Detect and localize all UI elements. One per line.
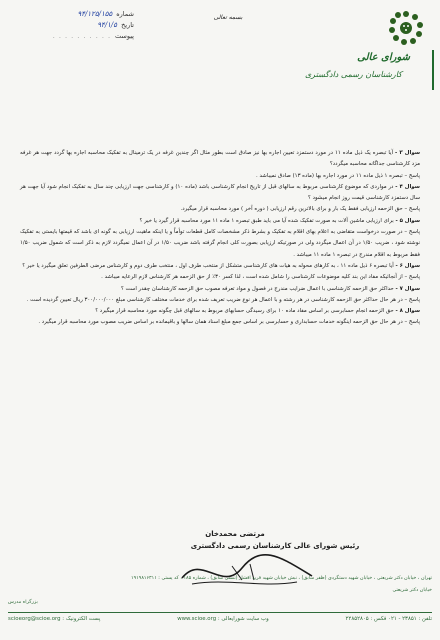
meta-attachment-dots: . . . . . . . . . . — [52, 32, 112, 40]
body-item — [20, 295, 420, 306]
item-text: حق الزحمه انجام حسابرسی بر اساس مفاد ماده ۱۰ برای رسیدگی حسابهای مربوط به سالهای قبل چگونه مورد محاسبه قرار میگیرد ؟ — [95, 308, 394, 315]
org-name-line2: کارشناسان رسمی دادگستری — [304, 70, 402, 79]
item-head: سوال ۳ - — [394, 150, 421, 156]
org-side-rule — [426, 50, 434, 90]
item-text: پاسخ – تبصره ۱ ذیل ماده ۱۱ در مورد اجاره بها (ماده ۱۳) صادق نمیباشد . — [256, 172, 420, 179]
org-name-line1: شورای عالی — [357, 52, 410, 63]
body-item — [20, 204, 420, 215]
item-text: برای ارزیابی ماشین آلات به صورت تفکیک شده آیا می باید طبق تبصره ۱ ماده ۱۱ مورد محاسبه قرار گیرد یا خیر ؟ — [139, 217, 394, 224]
footer-address: تهران ، خیابان دکتر شریعتی ، خیابان شهید دستگردی (ظفر سابق) ، نبش خیابان شهید فرید افشار (تنسی سابق) ، شماره ۱۸۵ ، کد پستی : ۱۹۱۹۸۱۶۳۱۱ — [131, 576, 432, 581]
meta-date — [14, 20, 134, 31]
item-text: پاسخ – در هر حال حداکثر حق الزحمه کارشناسی در هر رشته و با اعمال هر نوع ضریب تعریف شده برای خدمات مختلف کارشناسی مبلغ ۳۰۰/۰۰۰/۰۰۰ ریال تعیین گردیده است . — [26, 296, 420, 303]
meta-number — [14, 9, 134, 20]
item-head: سوال ۴ - — [395, 183, 420, 190]
body-item — [20, 227, 420, 261]
item-text: پاسخ – حق الزحمه ارزیابی فقط یک بار و برای بالاترین رقم ارزیابی ( دوره آخر ) مورد محاسبه قرار میگیرد. — [180, 206, 420, 213]
body-item — [20, 216, 420, 227]
item-text: آیا تبصره یک ذیل ماده ۱۱ در مورد دستمزد تعیین اجاره بها نیز صادق است بطور مثال اگر چندین غرفه در یک ترمینال به تفکیک محاسبه اجاره بها گردد جهت هر غرفه مزد کارشناسی جداگانه محاسبه میگردد؟ — [20, 150, 420, 168]
body-item — [20, 148, 420, 171]
body-item — [20, 284, 420, 295]
item-text: آیا تبصره ۶ ذیل ماده ۱۱ ، به کارهای محوله به هیات های کارشناسی متشکل از منتخب طرف اول ، منتخب طرف دوم و کارشناس مرضی الطرفین تعلق میگیرد یا خیر ؟ — [22, 262, 394, 269]
signatory-name: مرتضی محمدخان — [205, 530, 265, 538]
item-head: سوال ۸ - — [395, 308, 420, 315]
item-text: حداکثر حق الزحمه کارشناسی با اعمال ضرایب مندرج در فصول و مواد تعرفه مصوب حق الزحمه کارشناسان چقدر است ؟ — [120, 285, 394, 292]
footer-website[interactable]: وب سایت شورایعالی : www.scioe.org — [177, 616, 269, 622]
body-item — [20, 272, 420, 283]
signatory-title: رئیس شورای عالی کارشناسان رسمی دادگستری — [190, 542, 360, 550]
body-item — [20, 171, 420, 182]
meta-number-value: ۹۴/۱۲۵/۱۵۵ — [77, 10, 113, 18]
footer-highway-label: بزرگراه مدرس — [8, 600, 38, 605]
item-text: پاسخ – در هر حال حق الزحمه اینگونه خدمات حسابداری و حسابرسی بر اساس جمع مبلغ اسناد همان سالها و باقیمانده بر اساس ضریب مصوب مورد محاسبه قرار میگیرد . — [38, 319, 420, 326]
meta-date-label: تاریخ — [121, 21, 134, 29]
meta-attachment-label: پیوست — [115, 32, 134, 40]
footer-phone: تلفن : ۲۳۸۵۱ - ۰۲۱ فکس : ۲۲۸۵۲۸۰۵ — [345, 616, 432, 622]
body-item — [20, 306, 420, 317]
footer-street-label: خیابان دکتر شریعتی — [392, 588, 432, 593]
item-head: سوال ۷ - — [395, 285, 420, 292]
item-text: پاسخ – از آنجائیکه مفاد این بند کلیه موضوعات کارشناسی را شامل شده است ، لذا کسر ۳۰٪ از حق الزحمه هر کارشناس لازم الرعایه میباشد . — [101, 274, 420, 281]
letter-meta — [14, 9, 134, 42]
footer-email[interactable]: پست الکترونیک : scioeorg@scioe.org — [8, 616, 101, 622]
body-item — [20, 317, 420, 328]
body-item — [20, 182, 420, 205]
item-head: سوال ۵ - — [395, 217, 420, 224]
footer-divider — [8, 612, 432, 613]
item-text: پاسخ – در صورت درخواست متقاضی به اعلام بهای اقلام به تفکیک و بشرط ذکر مشخصات کامل قطعات توأماً و یا اینکه ماهیت ارزیابی به گونه ای باشد که قیمتها بایستی به تفکیک نوشته شود ، ضریب ۱/۵۰ در آن اعمال میگردد ولی در صورتیکه ارزیابی بصورت کلی انجام گرفته باشد ضریب ۱/۵۰ در آن اعمال نمیگردد لازم به ذکر است که شمول ضریب ۱/۵۰ فقط مربوط به اقلام مندرج در تبصره ۱ ماده ۱۱ میباشد . — [20, 229, 420, 258]
body-item — [20, 261, 420, 272]
footer-contacts — [8, 616, 432, 622]
meta-attachment — [14, 31, 134, 42]
letter-body — [20, 148, 420, 329]
item-text: در مواردی که موضوع کارشناسی مربوط به سالهای قبل از تاریخ انجام کارشناسی باشد (ماده ۱۰) و کارشناسی جهت ارزیابی چند سال به تفکیک انجام شود آیا جهت هر سال دستمزد کارشناسی قیمت روز انجام میشود ؟ — [20, 183, 420, 202]
shora-logo-icon — [386, 8, 426, 48]
meta-number-label: شماره — [116, 10, 134, 18]
item-head: سوال ۶ - — [395, 262, 420, 269]
meta-date-value: ۹۴/۱/۵ — [97, 21, 118, 29]
bismillah: بسمه تعالی — [213, 14, 243, 21]
